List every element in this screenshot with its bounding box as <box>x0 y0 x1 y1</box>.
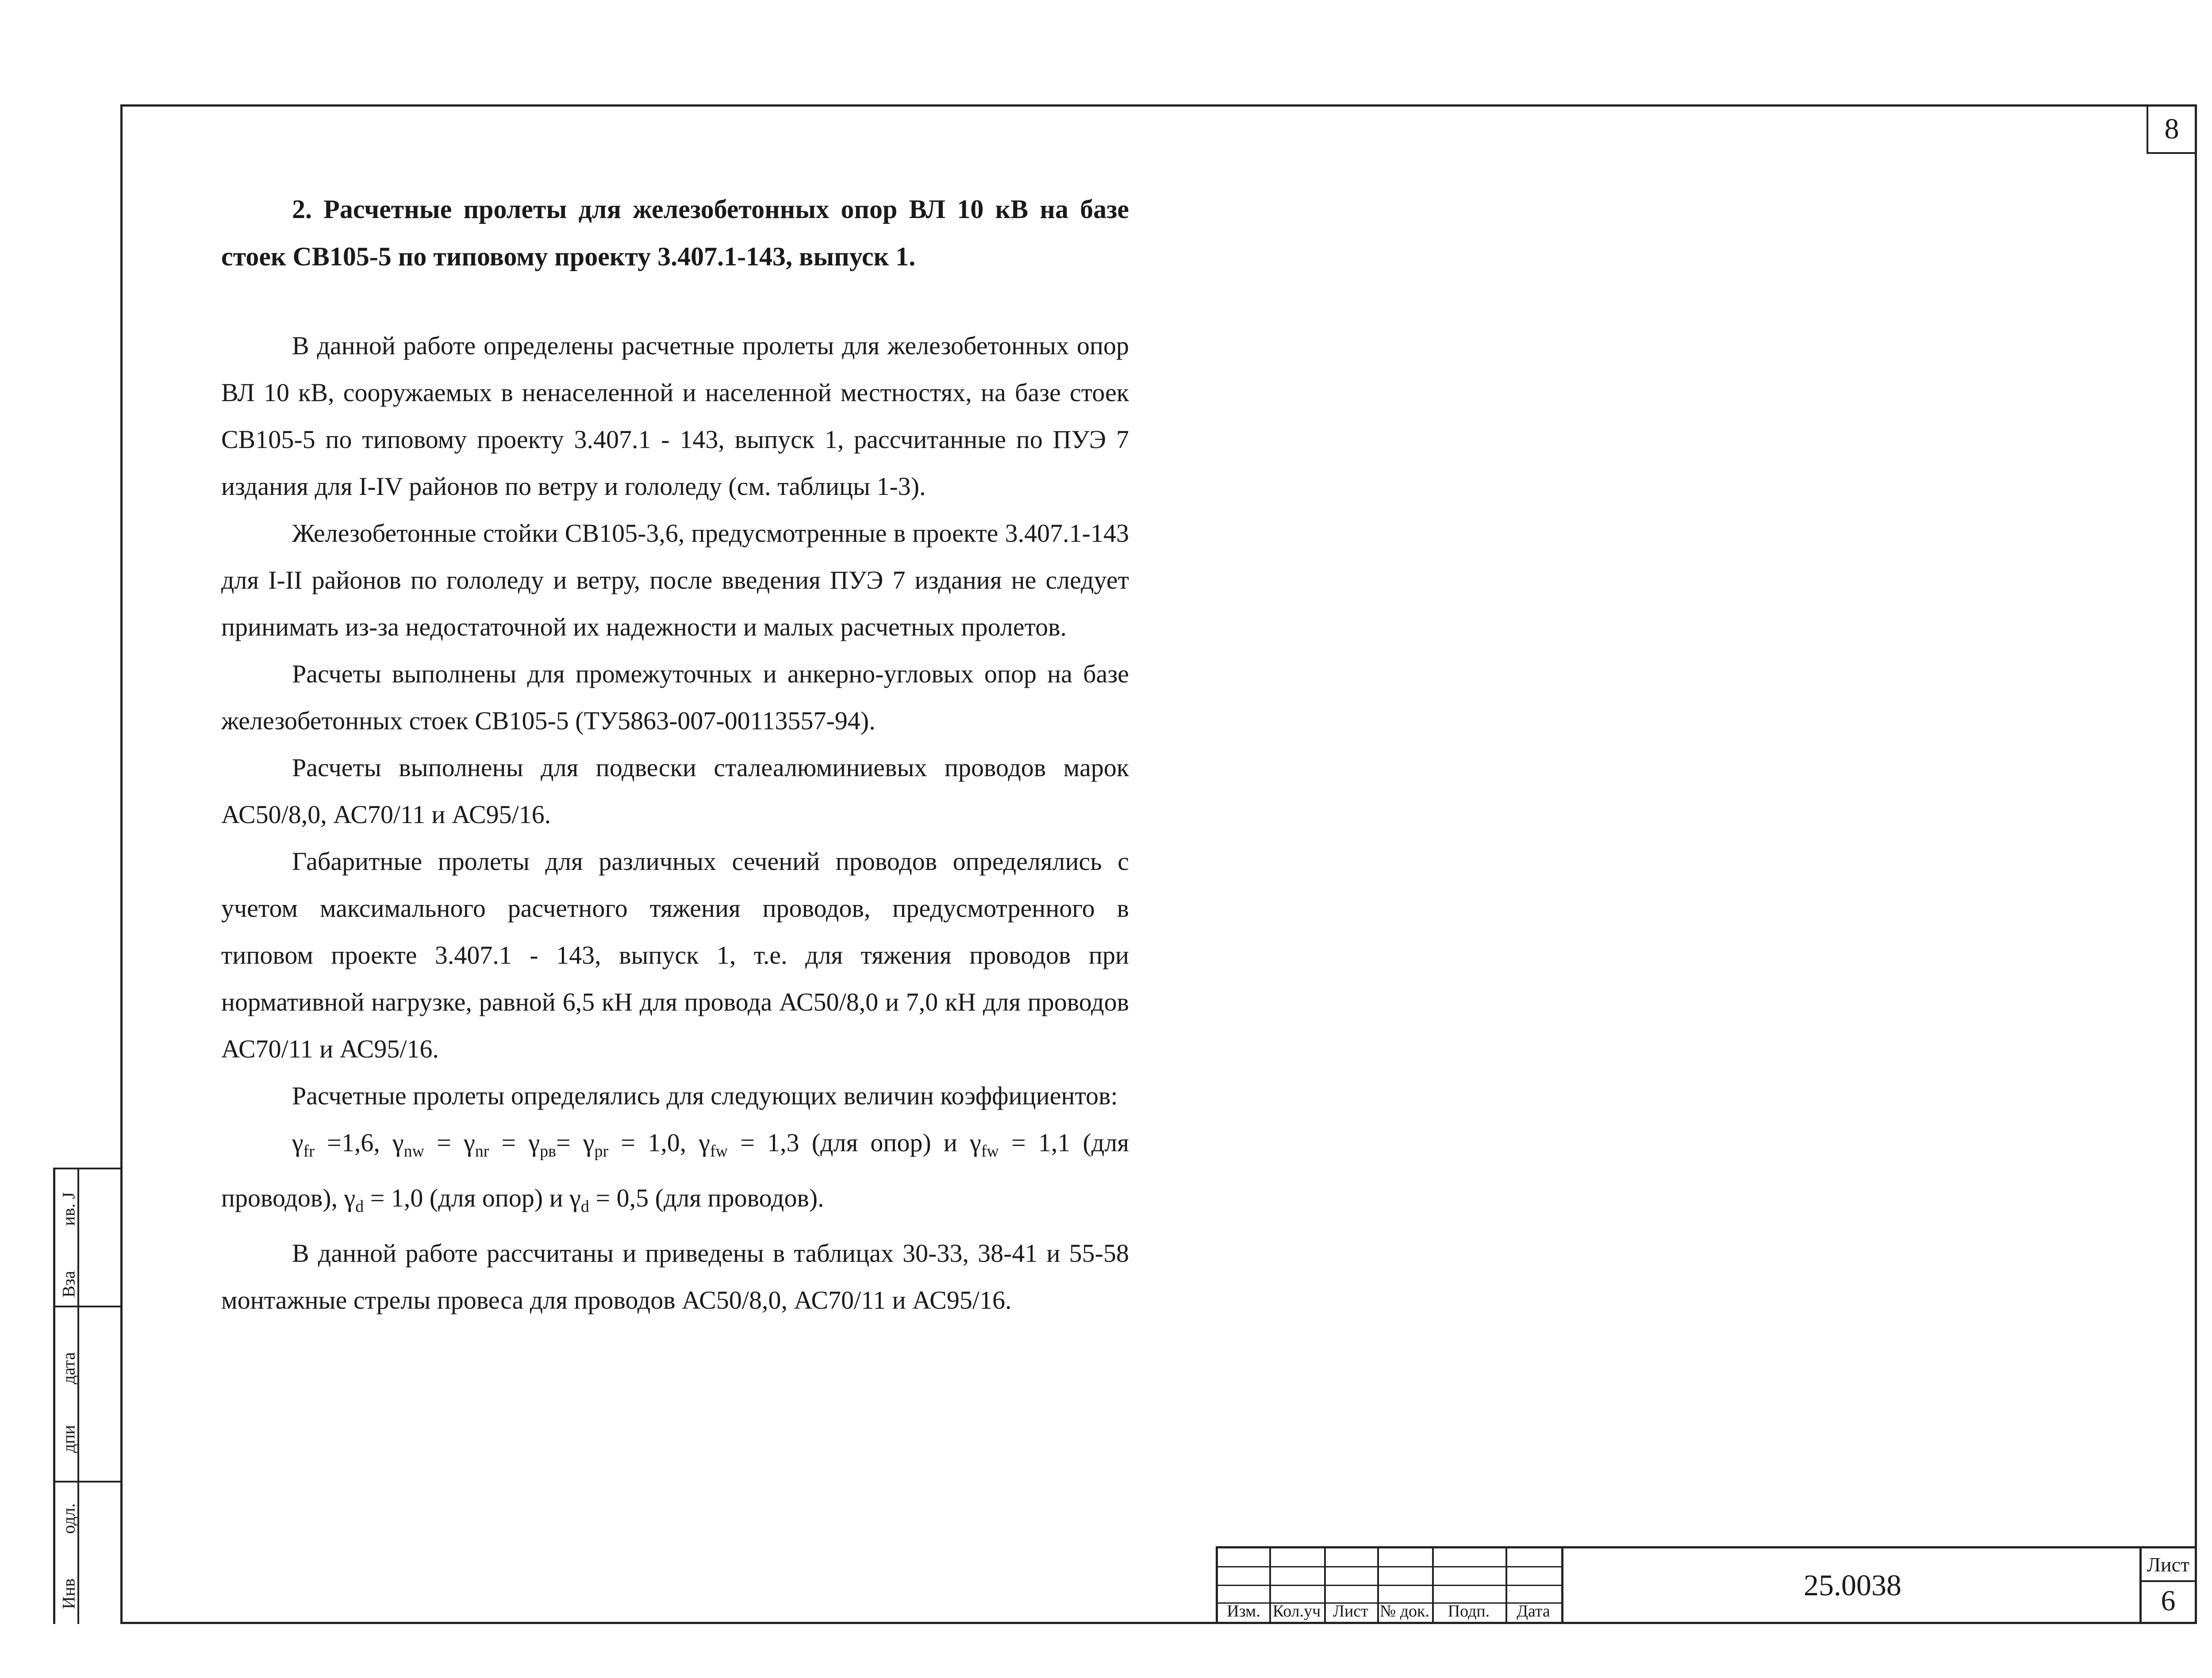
paragraph-3: Расчеты выполнены для промежуточных и анкерно-угловых опор на базе железобетонных стоек СВ105-5 (ТУ5863-007-00113557-94). <box>221 659 1129 735</box>
side-label-podp: дпи <box>58 1425 79 1453</box>
header-data: Дата <box>1517 1602 1550 1621</box>
heading-line-2: стоек СВ105-5 по типовому проекту 3.407.1-143, выпуск 1. <box>221 242 916 271</box>
paragraph-2: Железобетонные стойки СВ105-3,6, предусмотренные в проекте 3.407.1-143 для I-II районов по гололеду и ветру, после введения ПУЭ 7 издания не следует принимать из-за недостаточной их надежности и малых расчетных пролетов. <box>221 519 1129 641</box>
sheet-cell <box>2139 1548 2195 1622</box>
top-sheet-number: 8 <box>2147 104 2197 154</box>
sheet-label: Лист <box>2142 1548 2195 1582</box>
coefficients-paragraph: $\gamma_{fr} =1,6$, $\gamma_{nw} = \gamma_{nr} = \gamma_{рв}= \gamma_{pr} = 1,0$, $\gamma_{fw} = 1,3$ (для опор) и $\gamma_{fw} = 1,1$ (для проводов), $\gamma_d = 1,0$ (для опор) и $\gamma_d = 0,5$ (для проводов). <box>221 1128 1129 1216</box>
paragraph-5: Габаритные пролеты для различных сечений проводов определялись с учетом максимального расчетного тяжения проводов, предусмотренного в типовом проекте 3.407.1 - 143, выпуск 1, т.е. для тяжения проводов при нормативной нагрузке, равной 6,5 кН для провода АС50/8,0 и 7,0 кН для проводов АС70/11 и АС95/16. <box>221 847 1129 1063</box>
header-izm: Изм. <box>1227 1602 1260 1621</box>
side-label-vza: Вза <box>58 1271 79 1298</box>
side-row-line <box>55 1168 123 1169</box>
header-doc-no: № док. <box>1379 1602 1430 1621</box>
side-label-podl: одл. <box>58 1503 79 1534</box>
title-block <box>1216 1546 2197 1624</box>
side-row-line <box>55 1481 123 1483</box>
spacer <box>221 280 1129 322</box>
paragraph-last: В данной работе рассчитаны и приведены в таблицах 30-33, 38-41 и 55-58 монтажные стрелы провеса для проводов АС50/8,0, АС70/11 и АС95/16. <box>221 1239 1129 1314</box>
side-stamp <box>53 1168 120 1624</box>
document-body <box>221 186 1129 1324</box>
side-label-data: дата <box>58 1352 79 1384</box>
revision-grid <box>1218 1548 1561 1622</box>
sheet-number: 6 <box>2161 1585 2176 1617</box>
paragraph-6: Расчетные пролеты определялись для следующих величин коэффициентов: <box>292 1081 1118 1110</box>
paragraph-4: Расчеты выполнены для подвески сталеалюминиевых проводов марок АС50/8,0, АС70/11 и АС95/16. <box>221 753 1129 829</box>
document-code: 25.0038 <box>1561 1548 2142 1622</box>
header-podp: Подп. <box>1448 1602 1490 1621</box>
header-kol-uch: Кол.уч <box>1272 1602 1321 1621</box>
side-label-inv: Инв <box>58 1578 79 1609</box>
header-list: Лист <box>1333 1602 1368 1621</box>
paragraph-1: В данной работе определены расчетные пролеты для железобетонных опор ВЛ 10 кВ, сооружаемых в ненаселенной и населенной местностях, на базе стоек СВ105-5 по типовому проекту 3.407.1 - 143, выпуск 1, рассчитанные по ПУЭ 7 издания для I-IV районов по ветру и гололеду (см. таблицы 1-3). <box>221 331 1129 501</box>
heading-line-1: 2. Расчетные пролеты для железобетонных опор ВЛ 10 кВ на базе <box>292 195 1129 224</box>
side-label-inv-2: ив. J <box>58 1192 79 1226</box>
section-heading <box>221 186 1129 280</box>
